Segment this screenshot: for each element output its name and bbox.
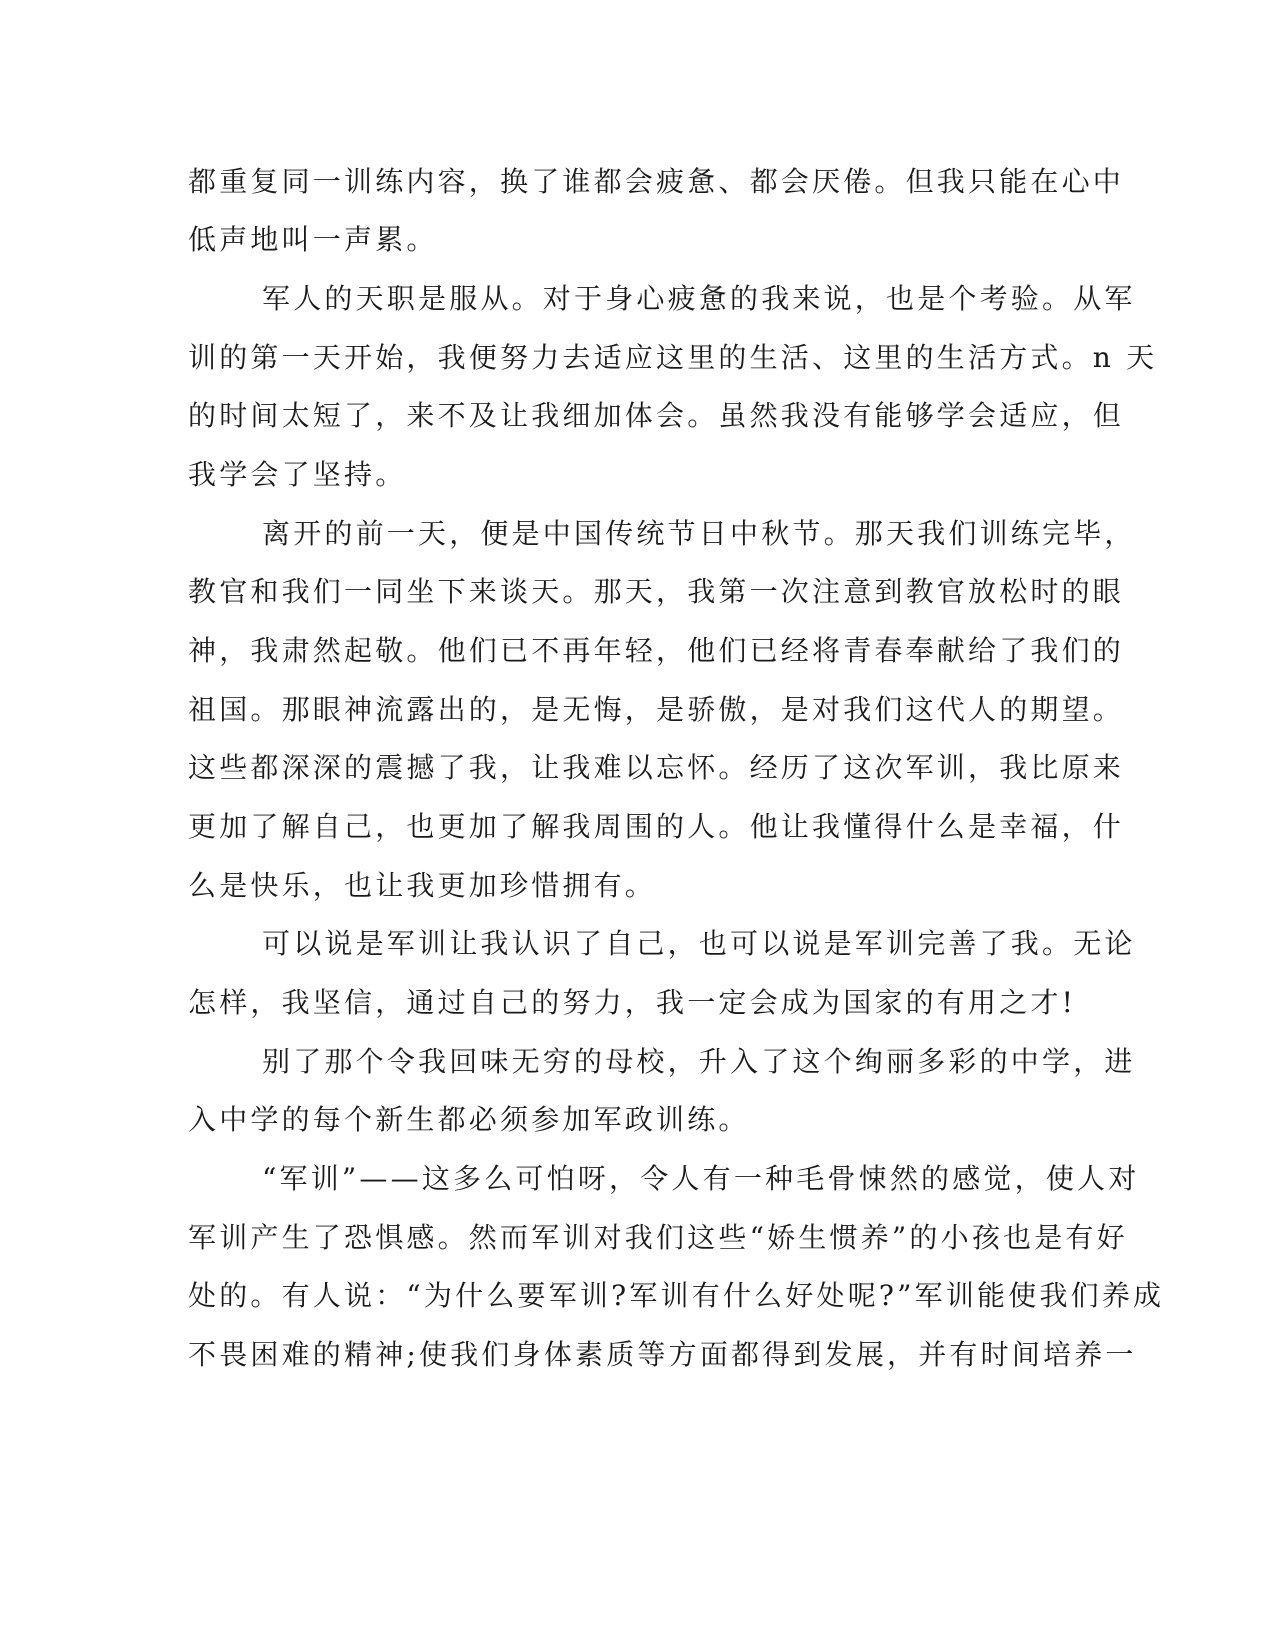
text-line: 低声地叫一声累。 — [188, 223, 438, 256]
paragraph-first-line: 离开的前一天，便是中国传统节日中秋节。那天我们训练完毕， — [262, 517, 1136, 550]
text-line: 么是快乐，也让我更加珍惜拥有。 — [188, 869, 657, 902]
paragraph-first-line: 军人的天职是服从。对于身心疲惫的我来说，也是个考验。从军 — [262, 282, 1136, 315]
text-line: 处的。有人说：“为什么要军训?军训有什么好处呢?”军训能使我们养成 — [188, 1279, 1165, 1312]
text-line: 怎样，我坚信，通过自己的努力，我一定会成为国家的有用之才! — [188, 986, 1077, 1019]
text-line: 都重复同一训练内容，换了谁都会疲惫、都会厌倦。但我只能在心中 — [188, 165, 1125, 198]
paragraph-first-line: 可以说是军训让我认识了自己，也可以说是军训完善了我。无论 — [262, 927, 1136, 960]
text-line: 军训产生了恐惧感。然而军训对我们这些“娇生惯养”的小孩也是有好 — [188, 1221, 1128, 1254]
text-line: 更加了解自己，也更加了解我周围的人。他让我懂得什么是幸福，什 — [188, 810, 1125, 843]
text-line: 我学会了坚持。 — [188, 458, 407, 491]
text-line: 教官和我们一同坐下来谈天。那天，我第一次注意到教官放松时的眼 — [188, 575, 1125, 608]
paragraph-first-line: “军训”——这多么可怕呀，令人有一种毛骨悚然的感觉，使人对 — [262, 1162, 1140, 1195]
text-line: 入中学的每个新生都必须参加军政训练。 — [188, 1103, 750, 1136]
text-line: 神，我肃然起敬。他们已不再年轻，他们已经将青春奉献给了我们的 — [188, 634, 1125, 667]
text-line: 祖国。那眼神流露出的，是无悔，是骄傲，是对我们这代人的期望。 — [188, 693, 1125, 726]
text-line: 这些都深深的震撼了我，让我难以忘怀。经历了这次军训，我比原来 — [188, 751, 1125, 784]
text-line: 的时间太短了，来不及让我细加体会。虽然我没有能够学会适应，但 — [188, 399, 1125, 432]
paragraph-first-line: 别了那个令我回味无穷的母校，升入了这个绚丽多彩的中学，进 — [262, 1045, 1136, 1078]
text-line: 训的第一天开始，我便努力去适应这里的生活、这里的生活方式。n 天 — [188, 341, 1158, 374]
text-line: 不畏困难的精神;使我们身体素质等方面都得到发展，并有时间培养一 — [188, 1338, 1137, 1371]
